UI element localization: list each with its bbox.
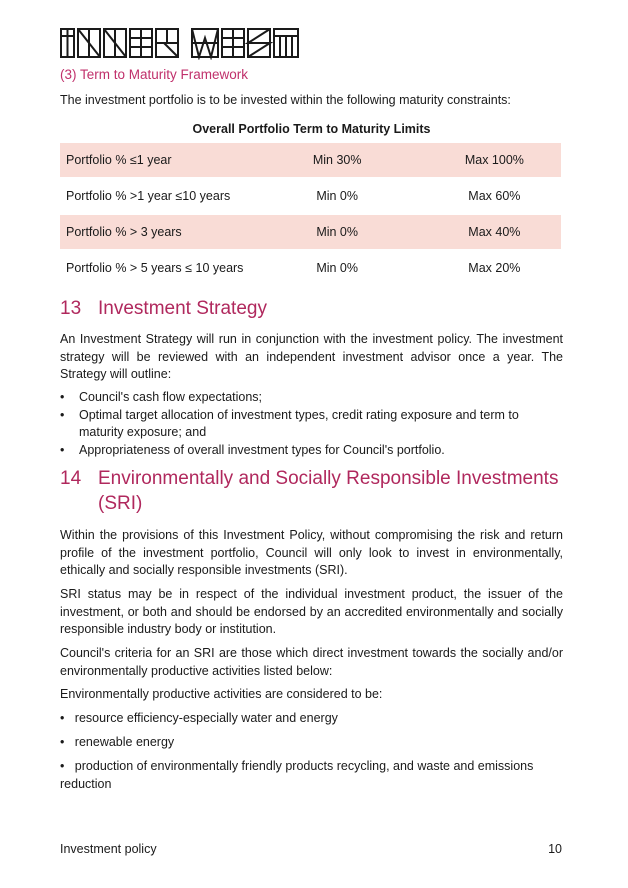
- table-title: Overall Portfolio Term to Maturity Limits: [192, 122, 431, 136]
- row-label: Portfolio % > 5 years ≤ 10 years: [66, 261, 244, 275]
- table-row: [60, 251, 561, 285]
- strategy-paragraph: An Investment Strategy will run in conjunction with the investment policy. The investment strategy will be reviewed with an independent investment advisor once a year. The Strategy will outline:: [60, 332, 563, 381]
- row-max: Max 60%: [468, 189, 521, 203]
- section-number: 14: [60, 468, 82, 489]
- row-max: Max 20%: [468, 261, 521, 275]
- row-max: Max 100%: [464, 153, 524, 167]
- sri-paragraph-1: Within the provisions of this Investment Policy, without compromising the risk and return profile of the investment portfolio, Council will only look to invest in environmentally, ethically and socially responsible investments (SRI).: [60, 528, 563, 577]
- row-min: Min 0%: [316, 225, 358, 239]
- footer-title: Investment policy: [60, 842, 157, 856]
- row-label: Portfolio % >1 year ≤10 years: [66, 189, 231, 203]
- row-min: Min 30%: [312, 153, 362, 167]
- page-number: 10: [548, 842, 562, 856]
- section-subheading: (3) Term to Maturity Framework: [60, 67, 249, 82]
- section-13-heading: [60, 296, 267, 321]
- row-max: Max 40%: [468, 225, 521, 239]
- table-row: [60, 215, 561, 249]
- table-row: [60, 143, 561, 177]
- sri-paragraph-2: SRI status may be in respect of the individual investment product, the issuer of the investment, or both and should be endorsed by an accredited environmentally and socially responsible industry body or institution.: [60, 587, 563, 636]
- sri-paragraph-4: Environmentally productive activities are considered to be:: [60, 687, 383, 701]
- section-14-heading: [60, 466, 558, 516]
- row-min: Min 0%: [316, 261, 358, 275]
- strategy-bullet-list: [60, 389, 563, 459]
- intro-paragraph: The investment portfolio is to be invested within the following maturity constraints:: [60, 93, 511, 107]
- table-row: [60, 179, 561, 213]
- list-item: • Appropriateness of overall investment types for Council's portfolio.: [60, 442, 445, 457]
- section-title-line1: Environmentally and Socially Responsible Investments: [98, 468, 559, 489]
- row-min: Min 0%: [316, 189, 358, 203]
- inner-west-logo: [60, 26, 300, 60]
- list-item: • Council's cash flow expectations;: [60, 390, 263, 404]
- list-item: • renewable energy: [60, 735, 175, 749]
- row-label: Portfolio % > 3 years: [66, 225, 182, 239]
- section-title-line2: (SRI): [98, 493, 143, 514]
- sri-paragraph-3: Council's criteria for an SRI are those which direct investment towards the socially and/or environmentally productive activities listed below:: [60, 646, 563, 678]
- list-item: • Optimal target allocation of investment types, credit rating exposure and term to maturity exposure; and: [60, 407, 519, 439]
- row-label: Portfolio % ≤1 year: [66, 153, 172, 167]
- list-item: • resource efficiency-especially water and energy: [60, 711, 338, 725]
- list-item: • production of environmentally friendly products recycling, and waste and emissions reduction: [60, 759, 534, 791]
- section-number: 13: [60, 298, 82, 319]
- section-title: Investment Strategy: [98, 298, 267, 319]
